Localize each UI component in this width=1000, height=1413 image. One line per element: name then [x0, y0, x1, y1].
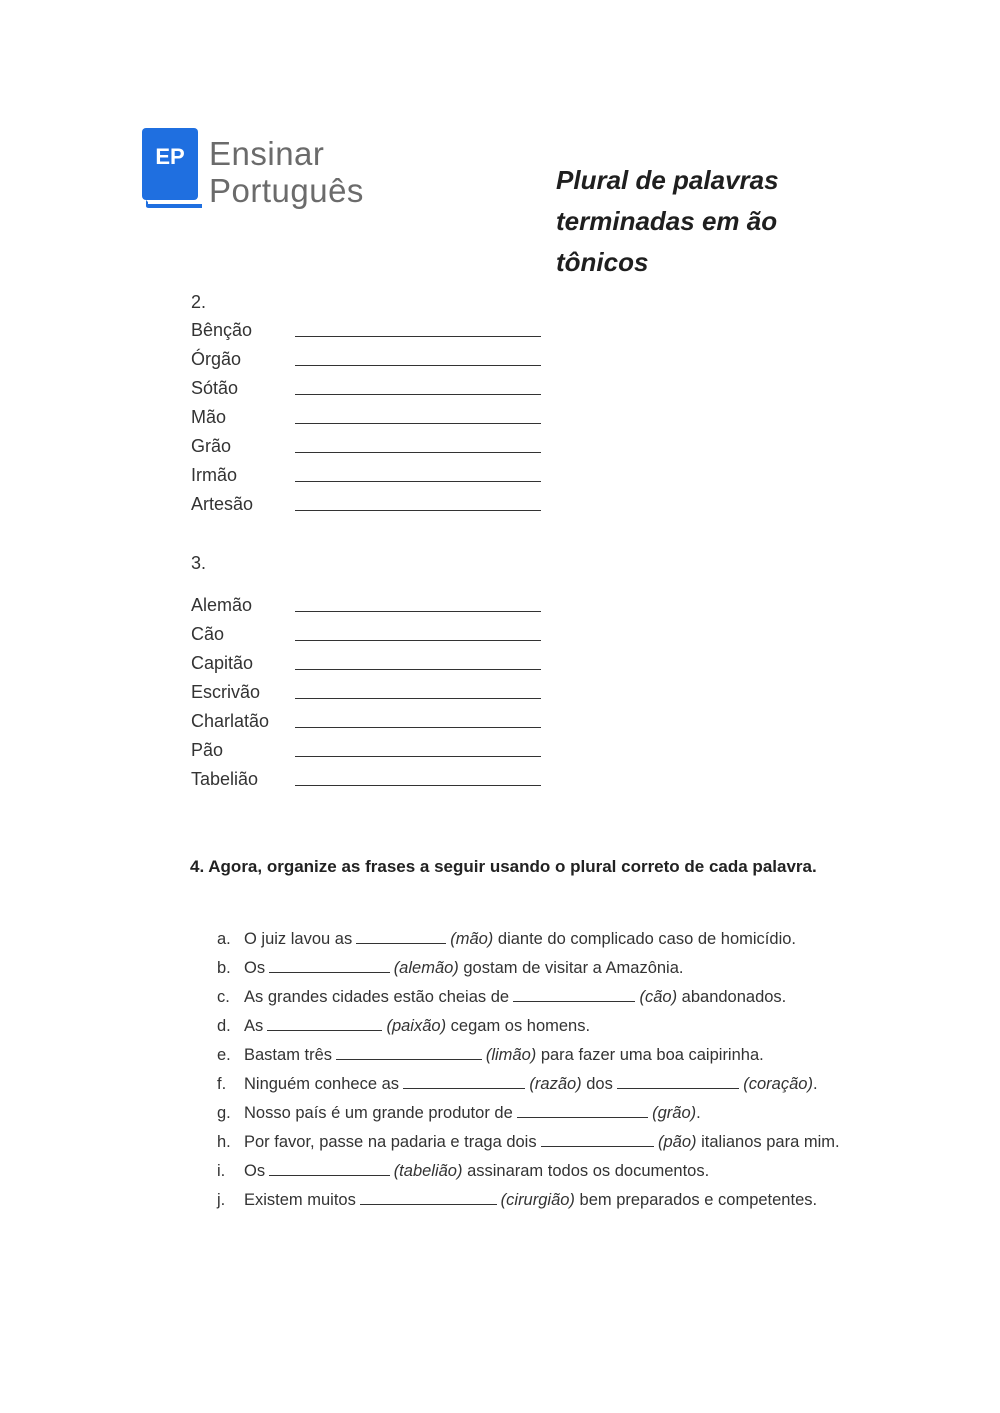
exercise-hint: (grão) [652, 1104, 697, 1122]
exercise-hint: (razão) [529, 1075, 582, 1093]
exercise-letter: h. [217, 1133, 231, 1151]
section-2-word: Artesão [191, 494, 254, 514]
section-3-row [191, 767, 551, 796]
exercise-letter: f. [217, 1075, 227, 1093]
exercise-hint: (pão) [658, 1133, 697, 1151]
section-4-exercise-list [217, 927, 840, 1217]
exercise-answer-blank[interactable] [541, 1130, 654, 1147]
exercise-answer-blank[interactable] [513, 985, 635, 1002]
exercise-item [217, 1159, 840, 1188]
exercise-text: assinaram todos os documentos. [462, 1162, 710, 1180]
logo-line-2: Português [209, 172, 364, 209]
exercise-answer-blank[interactable] [267, 1014, 382, 1031]
exercise-text: abandonados. [677, 988, 787, 1006]
exercise-answer-blank[interactable] [617, 1072, 739, 1089]
book-icon [142, 128, 202, 208]
exercise-item [217, 956, 840, 985]
section-2-row [191, 405, 551, 434]
exercise-letter: e. [217, 1046, 231, 1064]
section-3-word: Charlatão [191, 711, 270, 731]
exercise-letter: g. [217, 1104, 231, 1122]
exercise-text: dos [581, 1075, 613, 1093]
exercise-text: Os [244, 1162, 266, 1180]
exercise-answer-blank[interactable] [356, 927, 446, 944]
exercise-text: Os [244, 959, 266, 977]
section-3-word: Capitão [191, 653, 254, 673]
exercise-text: Nosso país é um grande produtor de [244, 1104, 513, 1122]
exercise-hint: (paixão) [386, 1017, 447, 1035]
exercise-item [217, 927, 840, 956]
section-2-answer-blank[interactable] [295, 365, 541, 366]
exercise-text: Existem muitos [244, 1191, 356, 1209]
section-2-answer-blank[interactable] [295, 481, 541, 482]
section-3-word: Pão [191, 740, 224, 760]
exercise-hint: (tabelião) [393, 1162, 463, 1180]
exercise-hint: (limão) [485, 1046, 537, 1064]
exercise-text: As [244, 1017, 264, 1035]
exercise-answer-blank[interactable] [403, 1072, 525, 1089]
section-2-row [191, 463, 551, 492]
section-2-answer-blank[interactable] [295, 336, 541, 337]
exercise-text: As grandes cidades estão cheias de [244, 988, 510, 1006]
section-3-row [191, 680, 551, 709]
section-3-row [191, 593, 551, 622]
brand-logo [142, 128, 382, 218]
section-2-answer-blank[interactable] [295, 423, 541, 424]
exercise-item [217, 1188, 840, 1217]
section-3-answer-blank[interactable] [295, 727, 541, 728]
exercise-hint: (coração) [743, 1075, 813, 1093]
exercise-answer-blank[interactable] [336, 1043, 482, 1060]
section-2-word: Sótão [191, 378, 239, 398]
section-3-answer-blank[interactable] [295, 785, 541, 786]
exercise-item [217, 1101, 840, 1130]
exercise-text: Bastam três [244, 1046, 333, 1064]
title-line-2: terminadas em ão tônicos [556, 206, 778, 277]
exercise-text: para fazer uma boa caipirinha. [536, 1046, 764, 1064]
exercise-letter: c. [217, 988, 230, 1006]
exercise-answer-blank[interactable] [360, 1188, 497, 1205]
section-2-answer-blank[interactable] [295, 452, 541, 453]
section-2-word: Grão [191, 436, 232, 456]
exercise-hint: (alemão) [393, 959, 459, 977]
section-2-row [191, 347, 551, 376]
exercise-hint: (mão) [450, 930, 494, 948]
section-3-number: 3. [191, 553, 207, 573]
section-3-answer-blank[interactable] [295, 756, 541, 757]
title-line-1: Plural de palavras [556, 165, 779, 195]
exercise-letter: j. [217, 1191, 226, 1209]
exercise-hint: (cão) [639, 988, 678, 1006]
exercise-item [217, 1072, 840, 1101]
section-3-word-list [191, 593, 551, 796]
exercise-answer-blank[interactable] [517, 1101, 648, 1118]
section-2-row [191, 376, 551, 405]
exercise-letter: a. [217, 930, 231, 948]
section-4-instruction: 4. Agora, organize as frases a seguir usando o plural correto de cada palavra. [190, 857, 817, 876]
section-3-word: Cão [191, 624, 225, 644]
section-3-word: Escrivão [191, 682, 261, 702]
section-2-answer-blank[interactable] [295, 510, 541, 511]
section-3-word: Tabelião [191, 769, 259, 789]
section-2-word-list [191, 318, 551, 521]
section-2-row [191, 318, 551, 347]
exercise-item [217, 1014, 840, 1043]
section-3-row [191, 622, 551, 651]
section-2-answer-blank[interactable] [295, 394, 541, 395]
exercise-letter: i. [217, 1162, 226, 1180]
exercise-text: O juiz lavou as [244, 930, 353, 948]
section-2-word: Bênção [191, 320, 253, 340]
section-2-word: Órgão [191, 349, 242, 369]
section-3-answer-blank[interactable] [295, 669, 541, 670]
exercise-hint: (cirurgião) [500, 1191, 575, 1209]
exercise-text: cegam os homens. [446, 1017, 591, 1035]
section-2-word: Mão [191, 407, 227, 427]
exercise-item [217, 1043, 840, 1072]
section-3-row [191, 738, 551, 767]
section-3-answer-blank[interactable] [295, 611, 541, 612]
logo-line-1: Ensinar [209, 135, 325, 172]
exercise-item [217, 1130, 840, 1159]
exercise-answer-blank[interactable] [269, 956, 390, 973]
section-2-row [191, 492, 551, 521]
exercise-item [217, 985, 840, 1014]
section-3-row [191, 709, 551, 738]
section-3-answer-blank[interactable] [295, 698, 541, 699]
worksheet-title [556, 160, 876, 283]
section-3-answer-blank[interactable] [295, 640, 541, 641]
exercise-text: . [696, 1104, 701, 1122]
exercise-text: gostam de visitar a Amazônia. [458, 959, 684, 977]
exercise-text: Ninguém conhece as [244, 1075, 400, 1093]
exercise-letter: b. [217, 959, 231, 977]
section-2-word: Irmão [191, 465, 238, 485]
logo-badge-text: EP [155, 144, 185, 169]
exercise-letter: d. [217, 1017, 231, 1035]
exercise-text: italianos para mim. [696, 1133, 840, 1151]
exercise-text: . [812, 1075, 818, 1093]
exercise-answer-blank[interactable] [269, 1159, 390, 1176]
exercise-text: Por favor, passe na padaria e traga dois [244, 1133, 537, 1151]
section-3-row [191, 651, 551, 680]
section-2-number: 2. [191, 292, 207, 312]
exercise-text: bem preparados e competentes. [574, 1191, 818, 1209]
section-2-row [191, 434, 551, 463]
exercise-text: diante do complicado caso de homicídio. [493, 930, 796, 948]
section-3-word: Alemão [191, 595, 253, 615]
